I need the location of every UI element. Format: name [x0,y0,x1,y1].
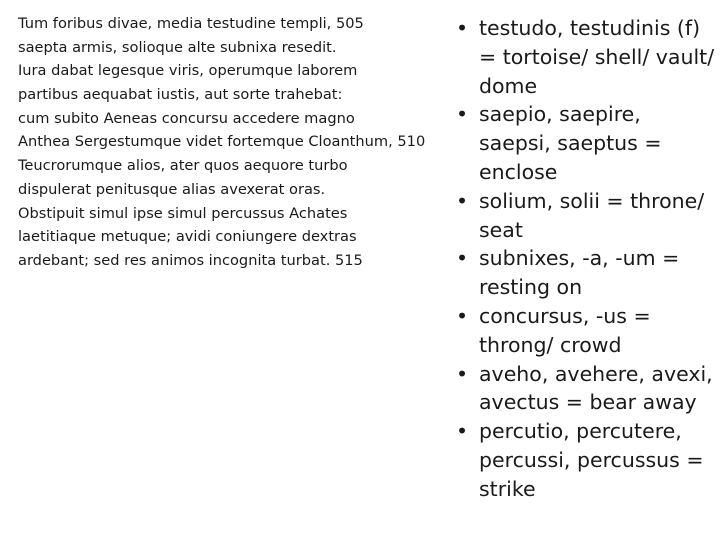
poem-line: partibus aequabat iustis, aut sorte trahebat: [18,86,343,104]
vocab-text: concursus, -us = throng/ crowd [479,303,651,357]
bullet-icon: • [456,303,469,328]
bullet-icon: • [456,361,469,386]
poem-line: Teucrorumque alios, ater quos aequore turbo [18,157,348,175]
bullet-icon: • [456,419,469,444]
vocab-text: testudo, testudinis (f) = tortoise/ shell/ vault/ dome [479,16,715,98]
vocab-item [445,417,717,503]
vocab-item [445,244,717,302]
vocab-item [445,302,717,360]
bullet-icon: • [456,188,469,213]
bullet-icon: • [456,102,469,127]
poem-line: laetitiaque metuque; avidi coniungere dextras [18,228,357,246]
poem-line: Anthea Sergestumque videt fortemque Cloanthum, 510 [18,133,426,151]
vocabulary-list [445,14,717,504]
vocab-text: subnixes, -a, -um = resting on [479,246,680,300]
vocab-item [445,14,717,100]
vocab-text: solium, solii = throne/ seat [479,188,705,242]
vocab-text: aveho, avehere, avexi, avectus = bear away [479,361,713,415]
poem-line: Iura dabat legesque viris, operumque laborem [18,62,358,80]
poem-line: saepta armis, solioque alte subnixa resedit. [18,38,337,56]
vocab-item [445,187,717,245]
vocab-item [445,100,717,186]
poem-line: ardebant; sed res animos incognita turbat. 515 [18,251,363,269]
poem-line: cum subito Aeneas concursu accedere magno [18,109,355,127]
bullet-icon: • [456,16,469,40]
poem-line: dispulerat penitusque alias avexerat oras. [18,180,326,198]
vocab-text: saepio, saepire, saepsi, saeptus = enclose [479,102,662,184]
vocab-text: percutio, percutere, percussi, percussus = strike [479,419,704,501]
poem-line: Tum foribus divae, media testudine templi, 505 [18,15,364,32]
latin-passage [18,12,473,273]
vocab-item [445,360,717,418]
poem-line: Obstipuit simul ipse simul percussus Achates [18,204,348,222]
bullet-icon: • [456,246,469,271]
